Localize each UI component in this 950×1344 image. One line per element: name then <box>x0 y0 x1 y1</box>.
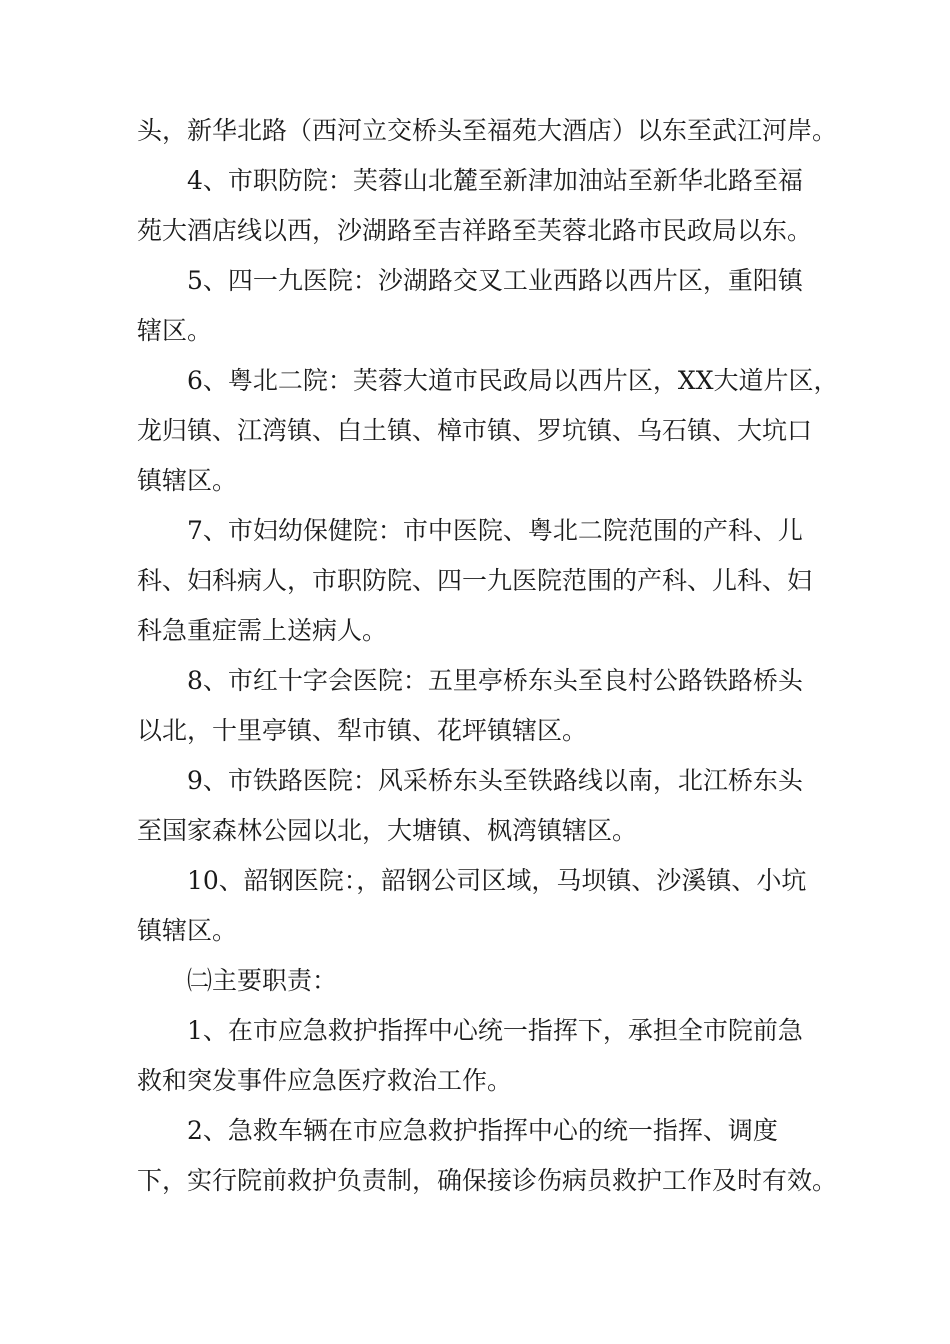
section-heading: ㈡主要职责： <box>187 966 338 995</box>
text-line: 8、市红十字会医院：五里亭桥东头至良村公路铁路桥头 <box>187 666 803 695</box>
text-line: 救和突发事件应急医疗救治工作。 <box>137 1066 513 1095</box>
text-line: 10、韶钢医院：，韶钢公司区域，马坝镇、沙溪镇、小坑 <box>187 866 807 895</box>
text-line: 4、市职防院：芙蓉山北麓至新津加油站至新华北路至福 <box>187 166 803 195</box>
text-line: 镇辖区。 <box>137 466 238 495</box>
text-line: 以北，十里亭镇、犁市镇、花坪镇辖区。 <box>137 716 588 745</box>
text-line: 辖区。 <box>137 316 213 345</box>
text-line: 头，新华北路（西河立交桥头至福苑大酒店）以东至武江河岸。 <box>137 116 838 145</box>
document-body <box>137 106 837 1206</box>
text-line: 至国家森林公园以北，大塘镇、枫湾镇辖区。 <box>137 816 638 845</box>
text-line: 5、四一九医院：沙湖路交叉工业西路以西片区，重阳镇 <box>187 266 803 295</box>
text-line: 科急重症需上送病人。 <box>137 616 388 645</box>
text-line: 苑大酒店线以西，沙湖路至吉祥路至芙蓉北路市民政局以东。 <box>137 216 813 245</box>
text-line: 2、急救车辆在市应急救护指挥中心的统一指挥、调度 <box>187 1116 778 1145</box>
text-line: 7、市妇幼保健院：市中医院、粤北二院范围的产科、儿 <box>187 516 803 545</box>
text-line: 科、妇科病人，市职防院、四一九医院范围的产科、儿科、妇 <box>137 566 813 595</box>
text-line: 龙归镇、江湾镇、白土镇、樟市镇、罗坑镇、乌石镇、大坑口 <box>137 416 813 445</box>
text-line: 1、在市应急救护指挥中心统一指挥下，承担全市院前急 <box>187 1016 803 1045</box>
text-line: 下，实行院前救护负责制，确保接诊伤病员救护工作及时有效。 <box>137 1166 838 1195</box>
text-line: 6、粤北二院：芙蓉大道市民政局以西片区，XX大道片区， <box>187 366 839 395</box>
text-line: 镇辖区。 <box>137 916 238 945</box>
text-line: 9、市铁路医院：风采桥东头至铁路线以南，北江桥东头 <box>187 766 803 795</box>
